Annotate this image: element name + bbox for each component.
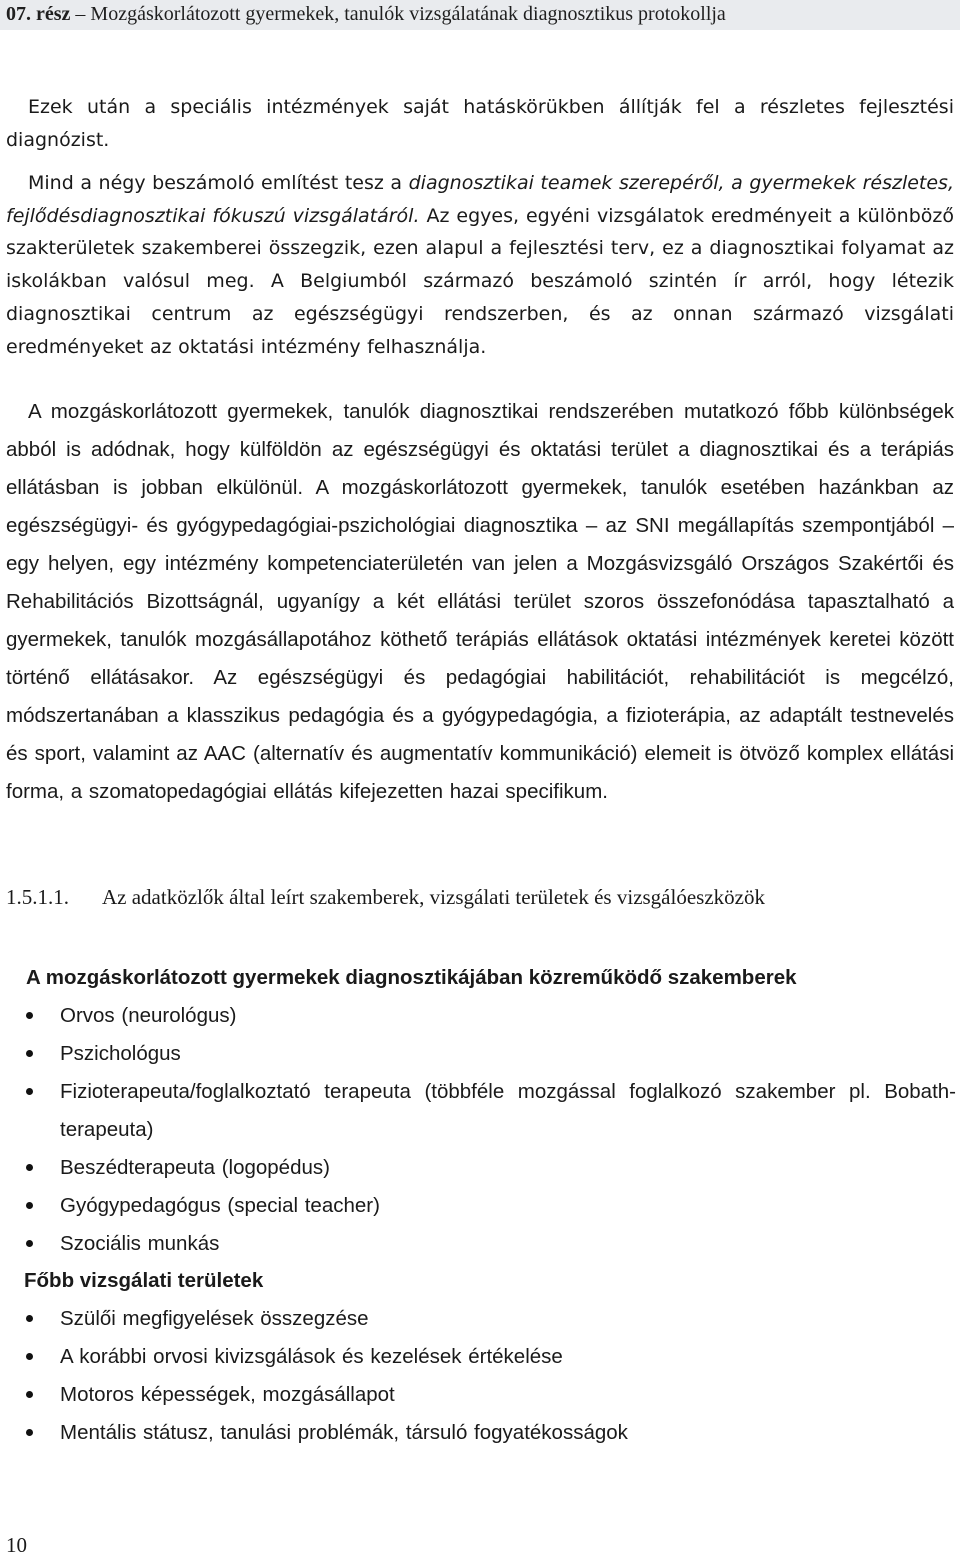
bullet-icon <box>26 1429 33 1436</box>
list-item: Pszichológus <box>26 1035 956 1073</box>
running-header <box>0 0 960 30</box>
specialists-list <box>26 997 956 1263</box>
list-item: Gyógypedagógus (special teacher) <box>26 1187 956 1225</box>
subsection-title: Az adatközlők által leírt szakemberek, vizsgálati területek és vizsgálóeszközök <box>102 885 765 909</box>
bullet-icon <box>26 1315 33 1322</box>
bullet-icon <box>26 1353 33 1360</box>
lists-section <box>26 960 956 1452</box>
list-item: Motoros képességek, mozgásállapot <box>26 1376 956 1414</box>
list-item: A korábbi orvosi kivizsgálások és kezelések értékelése <box>26 1338 956 1376</box>
bullet-icon <box>26 1050 33 1057</box>
specialists-heading: A mozgáskorlátozott gyermekek diagnosztikájában közreműködő szakemberek <box>26 966 797 989</box>
list-item: Szociális munkás <box>26 1225 956 1263</box>
bullet-icon <box>26 1164 33 1171</box>
areas-list <box>26 1300 956 1452</box>
bullet-icon <box>26 1012 33 1019</box>
paragraph-differences: A mozgáskorlátozott gyermekek, tanulók diagnosztikai rendszerében mutatkozó főbb különbségek abból is adódnak, hogy külföldön az egészségügyi és oktatási terület a diagnosztikai és a terápiás ellátásban is jobban elkülönül. A mozgáskorlátozott gyermekek, tanulók esetében hazánkban az egészségügyi- és gyógypedagógiai-pszichológiai diagnosztika – az SNI megállapítás szempontjából – egy helyen, egy intézmény kompetenciaterületén van jelen a Mozgásvizsgáló Országos Szakértői és Rehabilitációs Bizottságnál, ugyanígy a két ellátási terület szoros összefonódása tapasztalható a gyermekek, tanulók mozgásállapotához köthető terápiás ellátások oktatási intézmények keretei között történő ellátásakor. Az egészségügyi és pedagógiai habilitációt, rehabilitációt is megcélzó, módszertanában a klasszikus pedagógia és a gyógypedagógia, a fizioterápia, az adaptált testnevelés és sport, valamint az AAC (alternatív és augmentatív kommunikáció) elemeit is ötvöző komplex ellátási forma, a szomatopedagógiai ellátás kifejezetten hazai specifikum. <box>6 400 954 803</box>
running-header-text <box>6 2 954 26</box>
paragraph-intro: Ezek után a speciális intézmények saját hatáskörükben állítják fel a részletes fejlesztési diagnózist. <box>6 96 954 151</box>
bullet-icon <box>26 1088 33 1095</box>
page-number: 10 <box>6 1533 27 1557</box>
list-item: Szülői megfigyelések összegzése <box>26 1300 956 1338</box>
bullet-icon <box>26 1391 33 1398</box>
bullet-icon <box>26 1240 33 1247</box>
header-dash: – <box>70 3 91 25</box>
areas-heading: Főbb vizsgálati területek <box>24 1269 264 1292</box>
list-item: Orvos (neurológus) <box>26 997 956 1035</box>
list-item: Mentális státusz, tanulási problémák, társuló fogyatékosságok <box>26 1414 956 1452</box>
paragraph-reports-lead: Mind a négy beszámoló említést tesz a <box>28 172 409 194</box>
paragraph-reports <box>6 167 954 363</box>
subsection-number: 1.5.1.1. <box>6 885 69 909</box>
paragraph-reports-emphasis: diagnosztikai teamek szerepéről, a gyermekek részletes, fejlődésdiagnosztikai fókuszú vizsgálatáról. <box>6 172 954 227</box>
list-item: Fizioterapeuta/foglalkoztató terapeuta (többféle mozgással foglalkozó szakember pl. Bobath-terapeuta) <box>26 1073 956 1149</box>
paragraph-reports-body: Az egyes, egyéni vizsgálatok eredményeit a különböző szakterületek szakemberei összegzik, ezen alapul a fejlesztési terv, ez a diagnosztikai folyamat az iskolákban valósul meg. A Belgiumból származó beszámoló szintén ír arról, hogy létezik diagnosztikai centrum az egészségügyi rendszerben, és az onnan származó vizsgálati eredményeket az oktatási intézmény felhasználja. <box>6 204 954 358</box>
subsection-heading <box>6 882 954 912</box>
list-item: Beszédterapeuta (logopédus) <box>26 1149 956 1187</box>
chapter-title: Mozgáskorlátozott gyermekek, tanulók vizsgálatának diagnosztikus protokollja <box>90 3 726 25</box>
bullet-icon <box>26 1202 33 1209</box>
part-label: 07. rész <box>6 3 71 25</box>
